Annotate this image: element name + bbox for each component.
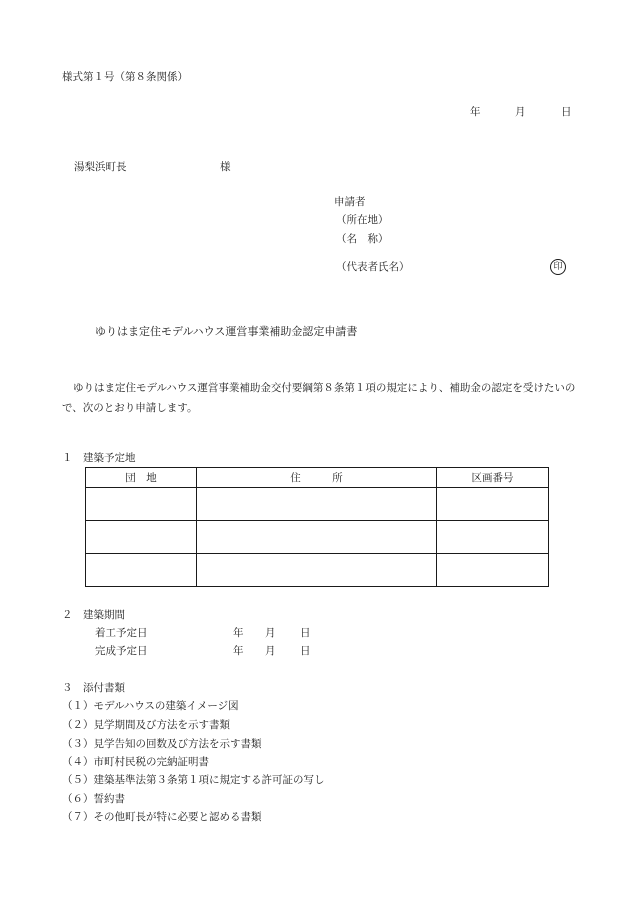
- cell-danchi[interactable]: [86, 488, 197, 521]
- construction-site-table: [85, 467, 549, 587]
- section1-heading: １ 建築予定地: [62, 452, 136, 464]
- cell-address[interactable]: [197, 488, 437, 521]
- attachment-item: （６）誓約書: [62, 793, 125, 805]
- applicant-location-label: （所在地）: [336, 214, 389, 226]
- finish-date-label: 完成予定日: [95, 645, 148, 657]
- cell-lot-number[interactable]: [437, 521, 549, 554]
- cell-address[interactable]: [197, 521, 437, 554]
- attachment-item: （２）見学期間及び方法を示す書類: [62, 719, 230, 731]
- attachment-item: （３）見学告知の回数及び方法を示す書類: [62, 738, 262, 750]
- column-header-danchi: 団 地: [86, 468, 197, 488]
- section3-heading: ３ 添付書類: [62, 682, 125, 694]
- start-year-label: 年: [233, 627, 244, 639]
- addressee-honorific: 様: [220, 161, 231, 173]
- applicant-name-label: （名 称）: [336, 233, 389, 245]
- seal-mark: 印: [550, 259, 566, 275]
- attachment-item: （７）その他町長が特に必要と認める書類: [62, 811, 262, 823]
- cell-address[interactable]: [197, 554, 437, 587]
- date-year-label: 年: [470, 106, 481, 118]
- start-date-label: 着工予定日: [95, 627, 148, 639]
- table-row: [86, 554, 549, 587]
- application-body-text: ゆりはま定住モデルハウス運営事業補助金交付要綱第８条第１項の規定により、補助金の認定を受けたいので、次のとおり申請します。: [62, 382, 576, 414]
- section2-heading: ２ 建築期間: [62, 609, 125, 621]
- finish-month-label: 月: [265, 645, 276, 657]
- addressee-name: 湯梨浜町長: [74, 161, 127, 173]
- cell-lot-number[interactable]: [437, 488, 549, 521]
- table-row: [86, 521, 549, 554]
- cell-danchi[interactable]: [86, 521, 197, 554]
- date-day-label: 日: [561, 106, 572, 118]
- table-header-row: [86, 468, 549, 488]
- applicant-representative-label: （代表者氏名）: [336, 261, 410, 273]
- cell-lot-number[interactable]: [437, 554, 549, 587]
- cell-danchi[interactable]: [86, 554, 197, 587]
- start-day-label: 日: [300, 627, 311, 639]
- document-title: ゆりはま定住モデルハウス運営事業補助金認定申請書: [95, 325, 358, 338]
- attachment-item: （１）モデルハウスの建築イメージ図: [62, 700, 239, 712]
- column-header-lot-number: 区画番号: [437, 468, 549, 488]
- form-number-label: 様式第１号（第８条関係）: [62, 71, 188, 83]
- table-row: [86, 488, 549, 521]
- attachment-item: （５）建築基準法第３条第１項に規定する許可証の写し: [62, 774, 325, 786]
- finish-year-label: 年: [233, 645, 244, 657]
- date-month-label: 月: [515, 106, 526, 118]
- attachment-item: （４）市町村民税の完納証明書: [62, 756, 209, 768]
- column-header-address: 住 所: [197, 468, 437, 488]
- applicant-label: 申請者: [334, 196, 366, 208]
- finish-day-label: 日: [300, 645, 311, 657]
- start-month-label: 月: [265, 627, 276, 639]
